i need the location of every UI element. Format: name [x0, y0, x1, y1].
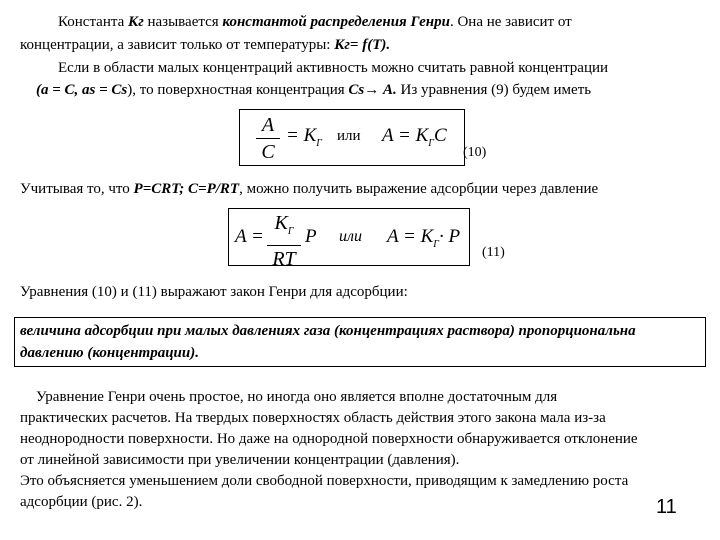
text: называется — [143, 14, 223, 30]
or-label: или — [339, 228, 362, 245]
text: концентрации, а зависит только от температуры: — [20, 37, 335, 53]
fraction-bar — [267, 245, 301, 246]
page-number: 11 — [656, 496, 677, 518]
term: P=CRT; C=P/RT — [133, 181, 240, 197]
fraction-bar — [256, 138, 280, 139]
term: Кг= f(Т). — [334, 37, 391, 53]
term: (а = С, as = Cs — [36, 82, 128, 98]
text: Константа — [58, 14, 129, 30]
text: , можно получить выражение адсорбции через давление — [239, 181, 599, 197]
law-statement-line: давлению (концентрации). — [20, 345, 199, 361]
formula-11 — [228, 208, 470, 270]
formula-10 — [239, 109, 465, 166]
text-line: неоднородности поверхности. Но даже на однородной поверхности обнаруживается отклонение — [20, 431, 638, 447]
term: константой распределения Генри — [222, 14, 450, 30]
term: Кг — [128, 14, 144, 30]
text-line: от линейной зависимости при увеличении концентрации (давления). — [20, 452, 460, 468]
numerator: A — [261, 114, 275, 136]
text: Учитывая то, что — [20, 181, 134, 197]
text: . Она не зависит от — [449, 14, 572, 30]
text-line — [20, 180, 598, 198]
fraction — [267, 212, 301, 270]
text-line — [20, 36, 390, 54]
fraction — [256, 114, 280, 163]
text: ), то поверхностная концентрация — [127, 82, 349, 98]
equation-part: A = — [235, 226, 264, 247]
or-label: или — [337, 128, 361, 144]
text-line: практических расчетов. На твердых поверхностях область действия этого закона мала из-за — [20, 410, 606, 426]
term: Cs→ А. — [348, 82, 397, 98]
numerator: $K_Г$ — [274, 212, 294, 237]
text-line — [36, 81, 591, 99]
text-line: Уравнение Генри очень простое, но иногда оно является вполне достаточным для — [36, 389, 558, 405]
text-line: Это объясняется уменьшением доли свободной поверхности, приводящим к замедлению роста — [20, 473, 629, 489]
equation-number: (11) — [482, 245, 505, 260]
denominator: RT — [272, 248, 296, 270]
law-statement-line: величина адсорбции при малых давлениях газа (концентрациях раствора) пропорциональна — [20, 323, 636, 339]
text: Из уравнения (9) будем иметь — [396, 82, 592, 98]
text-line: Если в области малых концентраций активность можно считать равной концентрации — [58, 60, 609, 76]
text-line — [58, 13, 572, 31]
equation-part: $A = K_Г\cdot P$ — [387, 226, 461, 250]
denominator: C — [261, 141, 275, 163]
text-line: Уравнения (10) и (11) выражают закон Генри для адсорбции: — [20, 284, 408, 300]
equation-number: (10) — [463, 145, 487, 160]
equation-part: = $K_Г$ — [286, 125, 322, 149]
equation-part: P — [305, 226, 317, 247]
equation-part: $A = K_ГC$ — [382, 125, 447, 149]
text-line: адсорбции (рис. 2). — [20, 494, 143, 510]
